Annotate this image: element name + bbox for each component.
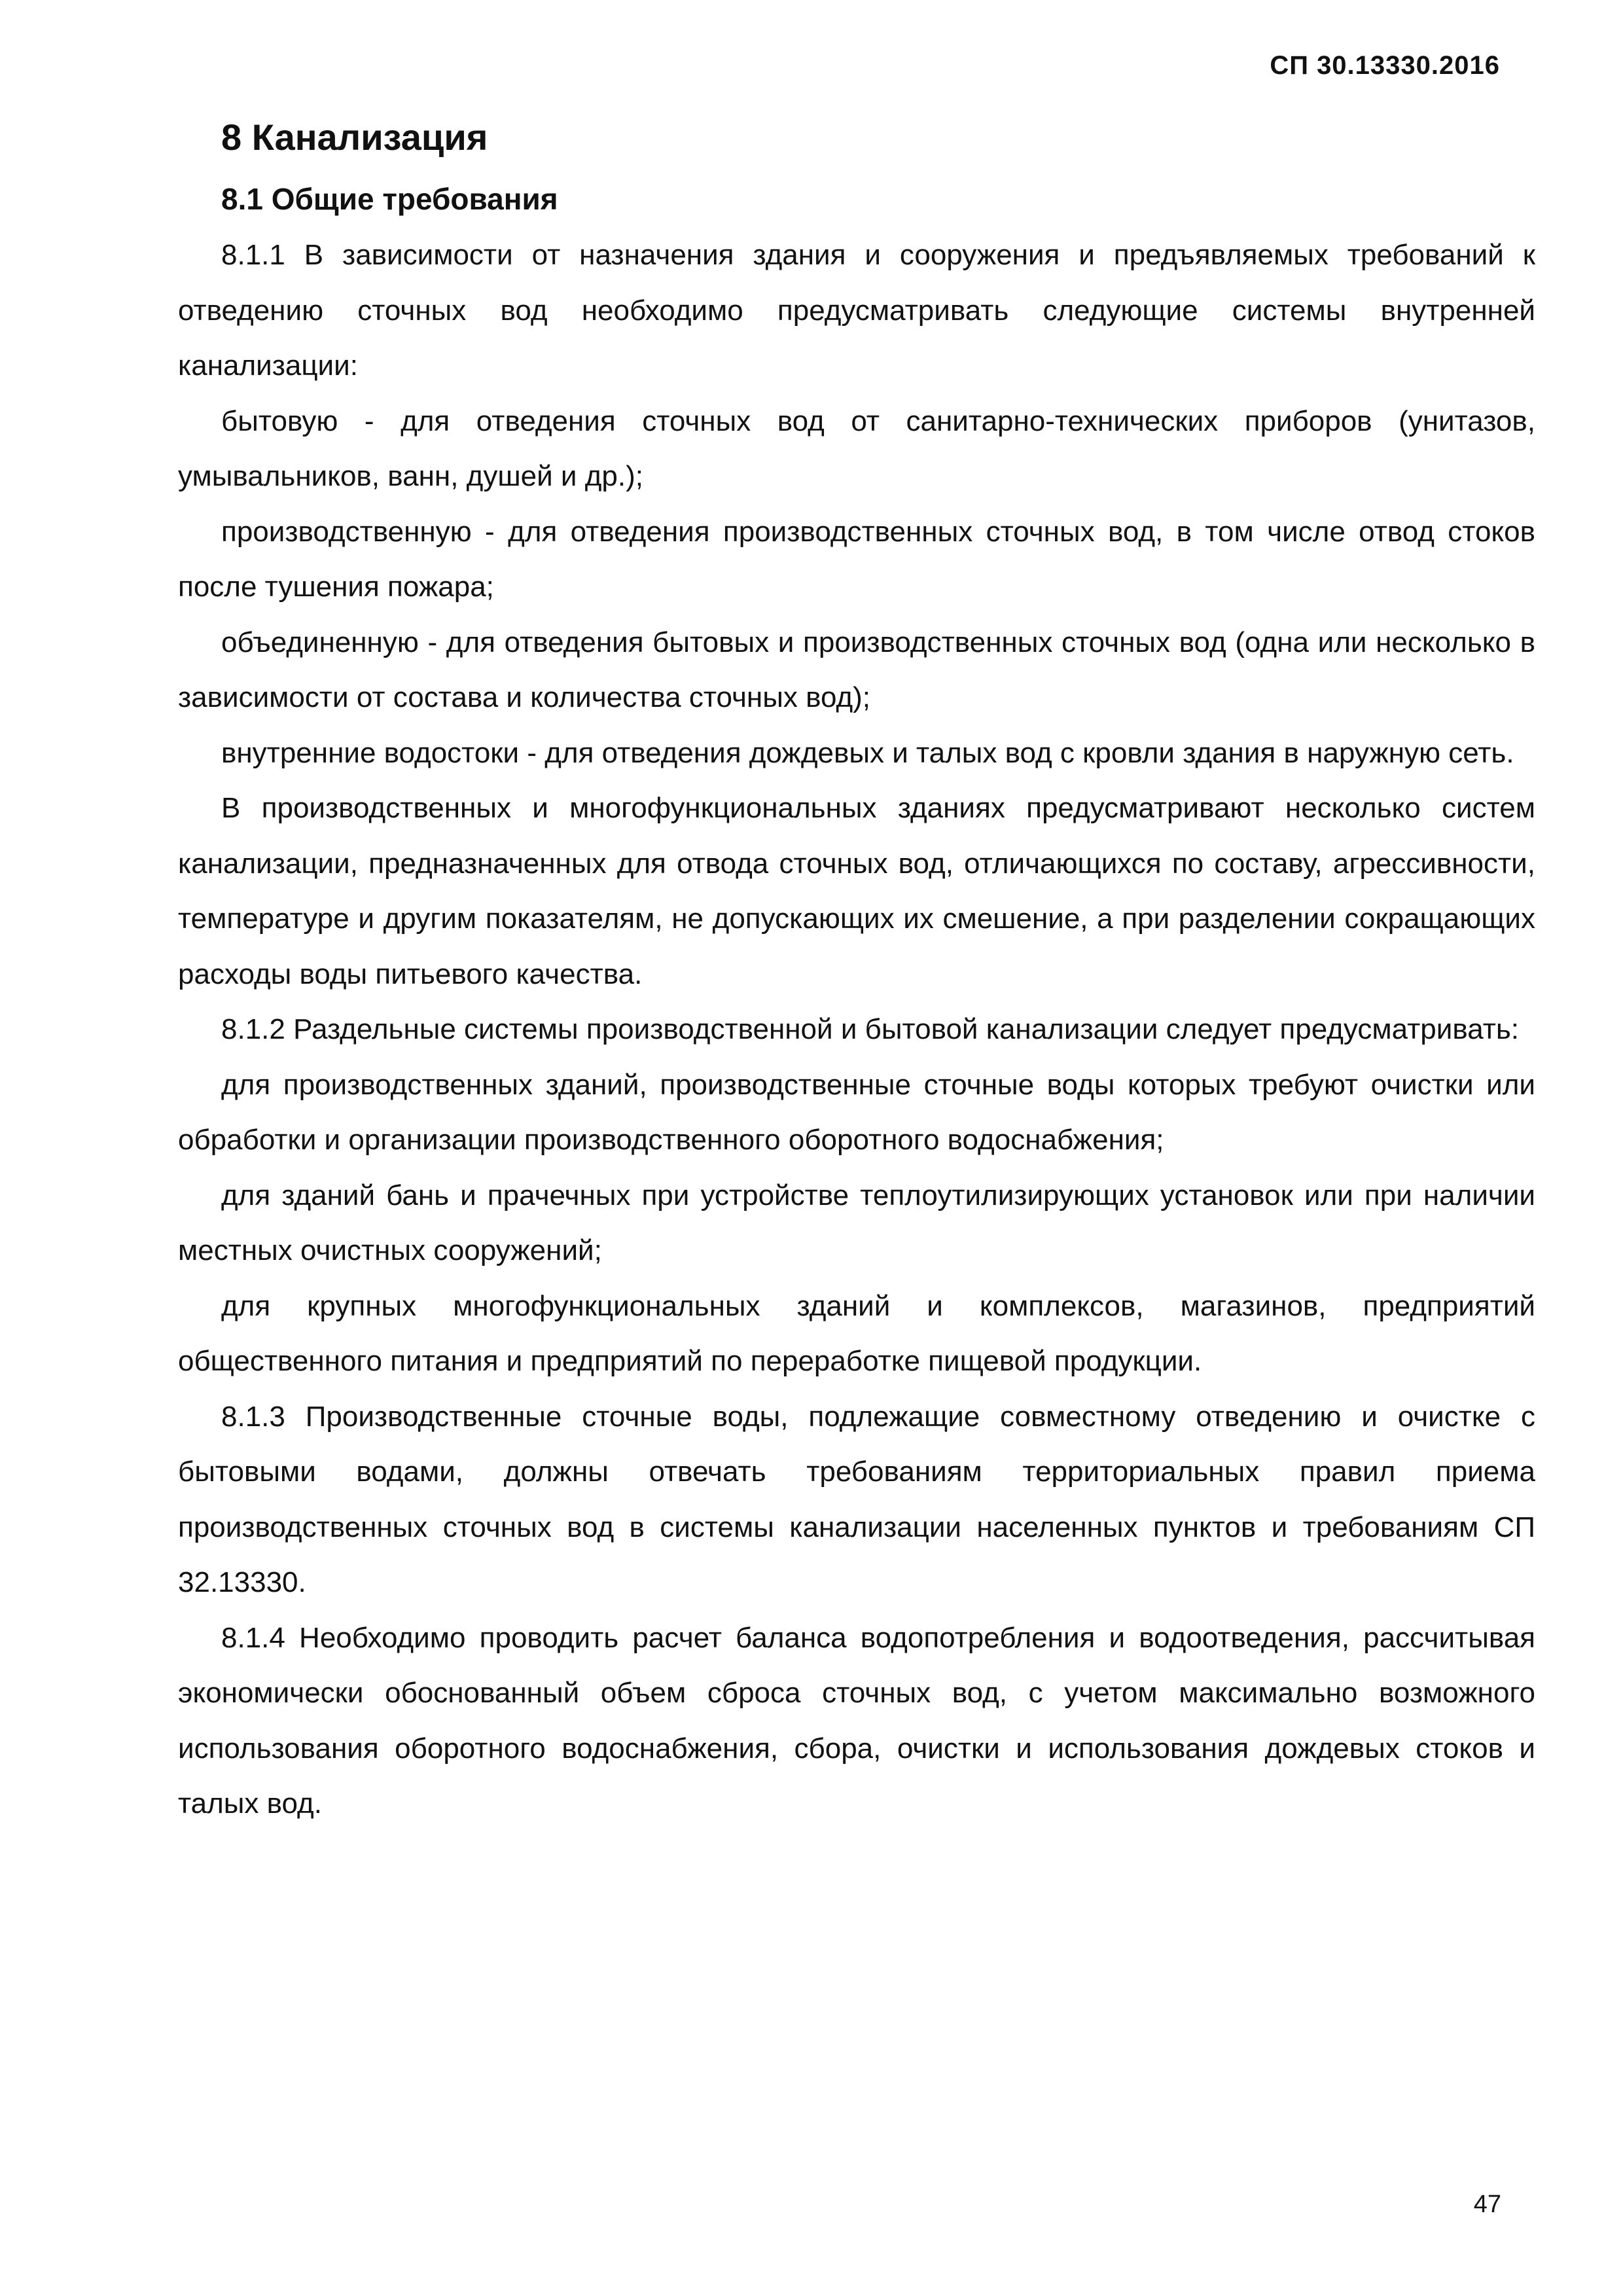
paragraph-8-1-2: 8.1.2 Раздельные системы производственной и бытовой канализации следует предусматривать: xyxy=(221,1013,1520,1045)
list-item-internal-drains: внутренние водостоки - для отведения дождевых и талых вод с кровли здания в наружную сеть. xyxy=(221,736,1514,769)
page-number: 47 xyxy=(1473,2191,1501,2218)
list-item-industrial-sewer: производственную - для отведения производственных сточных вод, в том числе отвод стоков после тушения пожара; xyxy=(178,515,1535,603)
document-code: СП 30.13330.2016 xyxy=(1270,51,1500,80)
list-item-large-complexes: для крупных многофункциональных зданий и комплексов, магазинов, предприятий общественного питания и предприятий по переработке пищевой продукции. xyxy=(178,1289,1535,1377)
list-item-household-sewer: бытовую - для отведения сточных вод от санитарно-технических приборов (унитазов, умывальников, ванн, душей и др.); xyxy=(178,404,1535,492)
paragraph-8-1-4: 8.1.4 Необходимо проводить расчет баланса водопотребления и водоотведения, рассчитывая экономически обоснованный объем сброса сточных вод, с учетом максимально возможного использования оборотного водоснабжения, сбора, очистки и использования дождевых стоков и талых вод. xyxy=(178,1621,1535,1820)
list-item-combined-sewer: объединенную - для отведения бытовых и производственных сточных вод (одна или несколько в зависимости от состава и количества сточных вод); xyxy=(178,626,1535,713)
section-title: 8 Канализация xyxy=(221,117,488,158)
paragraph-8-1-3: 8.1.3 Производственные сточные воды, подлежащие совместному отведению и очистке с бытовыми водами, должны отвечать требованиям территориальных правил приема производственных сточных вод в системы канализации населенных пунктов и требованиям СП 32.13330. xyxy=(178,1400,1535,1598)
subsection-title: 8.1 Общие требования xyxy=(221,182,558,216)
paragraph-multifunctional-buildings: В производственных и многофункциональных зданиях предусматривают несколько систем канализации, предназначенных для отвода сточных вод, отличающихся по составу, агрессивности, температуре и другим показателям, не допускающих их смешение, а при разделении сокращающих расходы воды питьевого качества. xyxy=(178,792,1535,990)
page-content xyxy=(178,111,1535,1832)
list-item-baths-laundries: для зданий бань и прачечных при устройстве теплоутилизирующих установок или при наличии местных очистных сооружений; xyxy=(178,1179,1535,1266)
list-item-industrial-buildings: для производственных зданий, производственные сточные воды которых требуют очистки или обработки и организации производственного оборотного водоснабжения; xyxy=(178,1068,1535,1156)
paragraph-8-1-1: 8.1.1 В зависимости от назначения здания и сооружения и предъявляемых требований к отведению сточных вод необходимо предусматривать следующие системы внутренней канализации: xyxy=(178,239,1535,382)
